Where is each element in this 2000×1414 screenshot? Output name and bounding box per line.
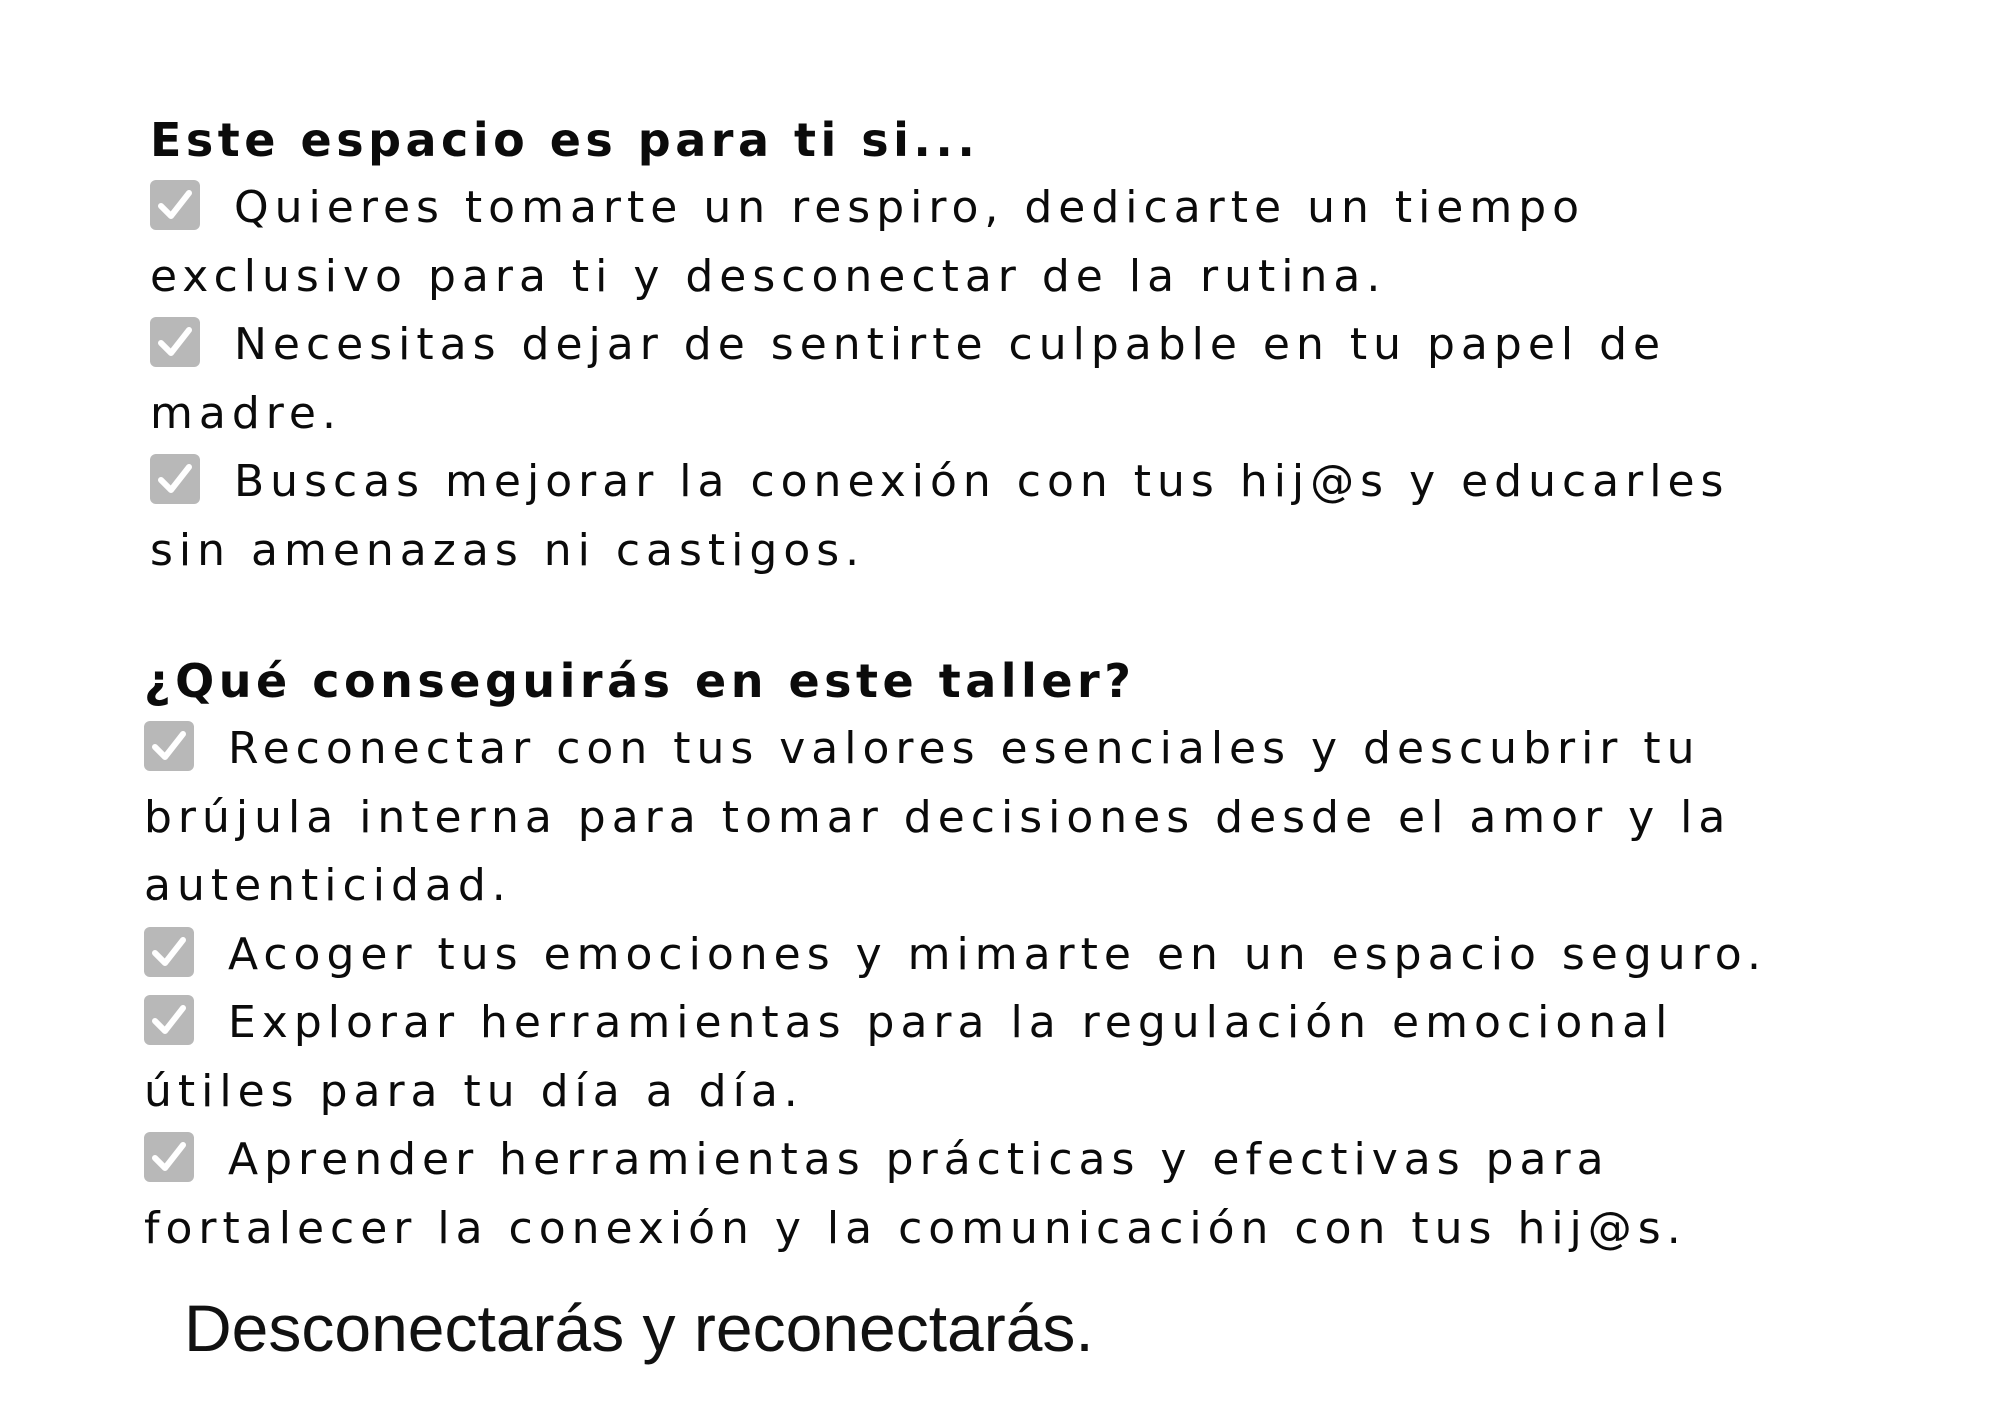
outcomes-heading: ¿Qué conseguirás en este taller? [144, 654, 1136, 708]
item-line [150, 311, 1970, 380]
item-line: fortalecer la conexión y la comunicación con tus hij@s. [144, 1202, 1687, 1254]
item-line [144, 1126, 1964, 1195]
checkbox-checked-icon [144, 1132, 194, 1182]
audience-item [150, 311, 1970, 448]
checkbox-checked-icon [144, 995, 194, 1045]
outcomes-section [144, 647, 1964, 1263]
item-text: Acoger tus emociones y mimarte en un espacio seguro. [228, 928, 1767, 980]
outcome-item [144, 1126, 1964, 1263]
item-line: exclusivo para ti y desconectar de la rutina. [150, 250, 1387, 302]
audience-item [150, 174, 1970, 311]
item-line: madre. [150, 387, 342, 439]
item-line: autenticidad. [144, 860, 512, 911]
item-line: útiles para tu día a día. [144, 1065, 804, 1117]
item-line: brújula interna para tomar decisiones desde el amor y la [144, 791, 1732, 843]
outcome-item [144, 921, 1964, 990]
item-line: sin amenazas ni castigos. [150, 524, 866, 576]
checkbox-checked-icon [144, 927, 194, 977]
item-line [150, 174, 1970, 243]
outcome-item [144, 989, 1964, 1126]
item-text: Reconectar con tus valores esenciales y descubrir tu [228, 723, 1701, 774]
audience-heading: Este espacio es para ti si... [150, 113, 980, 167]
item-text: Necesitas dejar de sentirte culpable en tu papel de [234, 319, 1667, 370]
checkbox-checked-icon [150, 454, 200, 504]
outcome-item [144, 715, 1964, 921]
item-text: Quieres tomarte un respiro, dedicarte un tiempo [234, 182, 1586, 233]
audience-section [150, 106, 1970, 585]
item-line [144, 989, 1964, 1058]
item-text: Buscas mejorar la conexión con tus hij@s y educarles [234, 456, 1730, 507]
checkbox-checked-icon [150, 317, 200, 367]
item-line [144, 921, 1964, 990]
checkbox-checked-icon [144, 721, 194, 771]
item-text: Explorar herramientas para la regulación emocional [228, 997, 1674, 1048]
item-line [144, 715, 1964, 784]
item-text: Aprender herramientas prácticas y efectivas para [228, 1134, 1610, 1185]
audience-item [150, 448, 1970, 585]
checkbox-checked-icon [150, 180, 200, 230]
item-line [150, 448, 1970, 517]
closing-tagline: Desconectarás y reconectarás. [184, 1291, 1094, 1365]
